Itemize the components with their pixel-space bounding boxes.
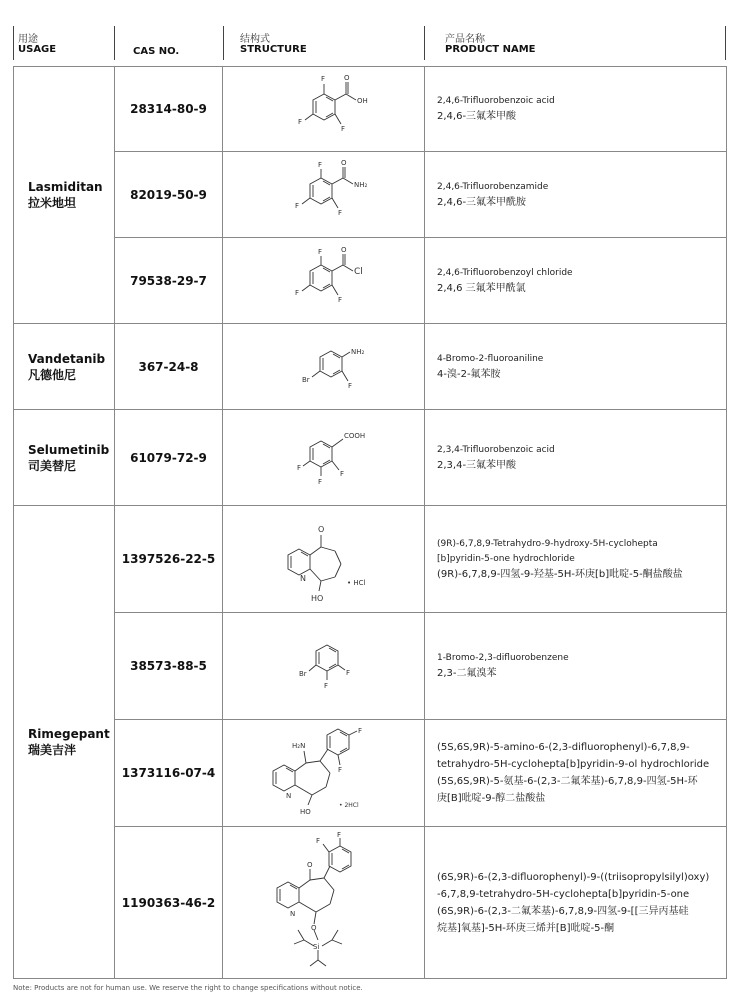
header-right-rule	[725, 26, 726, 60]
structure-image	[223, 827, 425, 979]
svg-text:Br: Br	[298, 670, 307, 678]
svg-text:HO: HO	[310, 594, 323, 603]
usage-zh: 拉米地坦	[28, 196, 77, 210]
svg-text:OH: OH	[356, 97, 368, 105]
table-row	[14, 613, 727, 720]
structure-image	[223, 324, 425, 410]
svg-text:F: F	[317, 477, 322, 486]
header-usage-zh: 用途	[18, 34, 38, 45]
svg-text:N: N	[289, 909, 295, 918]
product-name-zh: 4-溴-2-氟苯胺	[437, 368, 501, 380]
structure-cyclohepta-pyridinone-hcl	[259, 509, 389, 609]
svg-text:O: O	[310, 923, 317, 932]
cas-number: 367-24-8	[115, 324, 223, 410]
usage-en: Vandetanib	[28, 351, 106, 366]
header-cas	[114, 26, 215, 60]
table-row	[14, 238, 727, 324]
svg-text:F: F	[340, 125, 345, 133]
product-name-zh: 2,4,6-三氟苯甲酰胺	[437, 196, 527, 208]
product-table	[13, 66, 727, 979]
product-name-cell	[425, 152, 727, 238]
svg-text:F: F	[337, 208, 342, 217]
svg-text:F: F	[317, 247, 322, 256]
svg-text:N: N	[285, 792, 291, 800]
usage-cell-vandetanib	[14, 324, 115, 410]
usage-en: Lasmiditan	[28, 180, 103, 194]
cas-number: 1397526-22-5	[115, 506, 223, 613]
header-cas-en: CAS NO.	[133, 46, 180, 57]
svg-text:F: F	[317, 160, 322, 169]
svg-text:• 2HCl: • 2HCl	[338, 802, 359, 809]
product-name-zh-line1: (5S,6S,9R)-5-氨基-6-(2,3-二氟苯基)-6,7,8,9-四氢-5H-环	[437, 776, 698, 787]
product-name-en: 1-Bromo-2,3-difluorobenzene	[437, 653, 569, 663]
product-name-zh: 2,3,4-三氟苯甲酸	[437, 459, 517, 471]
svg-text:O: O	[340, 159, 347, 167]
svg-text:Si: Si	[312, 942, 319, 951]
cas-number: 61079-72-9	[115, 410, 223, 506]
usage-zh: 瑞美吉泮	[28, 743, 77, 757]
cas-number: 1373116-07-4	[115, 720, 223, 827]
table-row	[14, 152, 727, 238]
structure-image	[223, 152, 425, 238]
product-name-cell	[425, 720, 727, 827]
structure-bromo-difluorobenzene	[269, 631, 379, 701]
product-name-cell	[425, 410, 727, 506]
product-name-en: 2,4,6-Trifluorobenzamide	[437, 181, 549, 192]
structure-trifluorobenzoic-acid-234	[269, 423, 379, 493]
structure-trifluorobenzoic-acid	[269, 70, 379, 148]
header-product	[424, 26, 725, 60]
structure-image	[223, 720, 425, 827]
svg-text:F: F	[294, 288, 299, 297]
product-name-cell	[425, 67, 727, 152]
product-name-en: 2,4,6-Trifluorobenzoyl chloride	[437, 267, 573, 278]
product-name-zh: (9R)-6,7,8,9-四氢-9-羟基-5H-环庚[b]吡啶-5-酮盐酸盐	[437, 568, 683, 580]
svg-text:O: O	[343, 74, 350, 82]
table-row	[14, 324, 727, 410]
structure-image	[223, 67, 425, 152]
structure-trifluorobenzamide	[269, 160, 379, 230]
structure-image	[223, 506, 425, 613]
header-structure-zh: 结构式	[240, 34, 270, 45]
svg-text:F: F	[315, 836, 320, 845]
svg-text:F: F	[345, 669, 350, 677]
structure-amino-difluorophenyl-cycloheptapyridinol	[254, 721, 394, 825]
product-name-zh: 2,4,6-三氟苯甲酸	[437, 111, 517, 122]
usage-cell-lasmiditan	[14, 67, 115, 324]
usage-cell-rimegepant	[14, 506, 115, 979]
table-row	[14, 67, 727, 152]
product-name-en-line2: [b]pyridin-5-one hydrochloride	[437, 553, 575, 564]
svg-text:O: O	[317, 525, 324, 534]
svg-text:F: F	[357, 727, 362, 735]
usage-zh: 凡德他尼	[28, 367, 77, 382]
cas-number: 79538-29-7	[115, 238, 223, 324]
product-name-zh-line2: 烷基]氧基]-5H-环庚三烯并[B]吡啶-5-酮	[437, 922, 615, 934]
header-usage-en: USAGE	[18, 44, 57, 55]
svg-text:F: F	[297, 118, 302, 126]
product-name-en: 4-Bromo-2-fluoroaniline	[437, 353, 544, 364]
svg-text:F: F	[294, 201, 299, 210]
product-name-en: 2,4,6-Trifluorobenzoic acid	[437, 96, 555, 106]
header-product-zh: 产品名称	[445, 34, 485, 45]
svg-text:N: N	[299, 574, 306, 583]
structure-image	[223, 613, 425, 720]
footer-note: Note: Products are not for human use. We reserve the right to change specifications without notice.	[13, 984, 363, 992]
product-name-en-line1: (5S,6S,9R)-5-amino-6-(2,3-difluorophenyl)-6,7,8,9-	[437, 742, 690, 753]
svg-text:NH₂: NH₂	[350, 347, 364, 356]
product-name-cell	[425, 324, 727, 410]
svg-text:F: F	[323, 682, 328, 690]
product-name-cell	[425, 827, 727, 979]
table-row	[14, 827, 727, 979]
svg-text:F: F	[337, 295, 342, 304]
structure-image	[223, 410, 425, 506]
header-product-en: PRODUCT NAME	[445, 44, 536, 55]
product-name-zh-line2: 庚[B]吡啶-9-醇二盐酸盐	[437, 793, 546, 804]
svg-text:O: O	[306, 860, 313, 869]
svg-text:H₂N: H₂N	[291, 742, 305, 750]
cas-number: 1190363-46-2	[115, 827, 223, 979]
cas-number: 38573-88-5	[115, 613, 223, 720]
svg-text:HO: HO	[299, 808, 311, 816]
svg-text:NH₂: NH₂	[353, 180, 367, 189]
svg-text:F: F	[336, 830, 341, 839]
product-name-cell	[425, 506, 727, 613]
header-structure-en: STRUCTURE	[240, 44, 307, 55]
structure-difluorophenyl-triisopropylsilyloxy-cycloheptapyridinone	[254, 830, 394, 976]
product-name-cell	[425, 238, 727, 324]
table-header	[0, 26, 755, 62]
svg-text:Br: Br	[301, 375, 310, 384]
product-name-en-line2: -6,7,8,9-tetrahydro-5H-cyclohepta[b]pyridin-5-one	[437, 888, 690, 900]
table-row	[14, 506, 727, 613]
product-name-en-line1: (6S,9R)-6-(2,3-difluorophenyl)-9-((triisopropylsilyl)oxy)	[437, 871, 710, 883]
svg-text:F: F	[347, 381, 352, 390]
cas-number: 28314-80-9	[115, 67, 223, 152]
header-structure	[223, 26, 414, 60]
structure-image	[223, 238, 425, 324]
svg-text:• HCl: • HCl	[346, 579, 365, 587]
svg-text:F: F	[296, 463, 301, 472]
svg-text:O: O	[340, 245, 347, 254]
usage-en: Rimegepant	[28, 727, 110, 741]
svg-text:F: F	[337, 766, 342, 774]
usage-cell-selumetinib	[14, 410, 115, 506]
svg-text:Cl: Cl	[353, 266, 363, 277]
product-name-zh-line1: (6S,9R)-6-(2,3-二氟苯基)-6,7,8,9-四氢-9-[[三异丙基硅	[437, 905, 689, 917]
product-name-en-line1: (9R)-6,7,8,9-Tetrahydro-9-hydroxy-5H-cyclohepta	[437, 538, 658, 549]
product-name-en-line2: tetrahydro-5H-cyclohepta[b]pyridin-9-ol hydrochloride	[437, 759, 710, 770]
svg-text:F: F	[339, 469, 344, 478]
usage-en: Selumetinib	[28, 442, 110, 457]
svg-text:F: F	[320, 75, 325, 83]
product-name-zh: 2,3-二氟溴苯	[437, 668, 497, 679]
product-name-cell	[425, 613, 727, 720]
structure-trifluorobenzoyl-chloride	[269, 243, 379, 319]
header-usage	[13, 26, 114, 60]
cas-number: 82019-50-9	[115, 152, 223, 238]
usage-zh: 司美替尼	[28, 458, 77, 473]
svg-text:COOH: COOH	[343, 431, 365, 440]
table-row	[14, 720, 727, 827]
product-name-en: 2,3,4-Trifluorobenzoic acid	[437, 444, 555, 455]
product-name-zh: 2,4,6 三氟苯甲酰氯	[437, 282, 526, 294]
structure-bromo-fluoroaniline	[269, 337, 379, 397]
table-row	[14, 410, 727, 506]
